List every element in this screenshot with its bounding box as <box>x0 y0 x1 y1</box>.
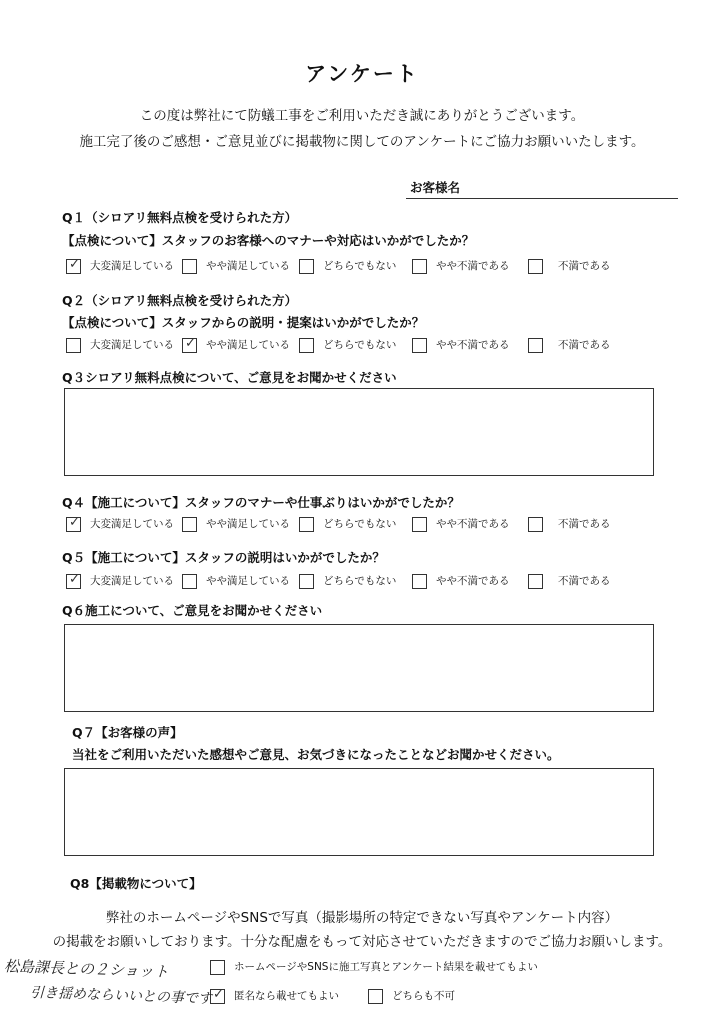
q5-title: Q５【施工について】スタッフの説明はいかがでしたか？ <box>62 550 385 565</box>
q5-checkbox-1[interactable] <box>66 574 81 589</box>
q5-checkbox-2[interactable] <box>182 574 197 589</box>
q6-title: Q６施工について、ご意見をお聞かせください <box>62 603 323 618</box>
q4-option-2-label: やや満足している <box>206 518 290 530</box>
q4-checkbox-5[interactable] <box>528 517 543 532</box>
customer-name-field[interactable] <box>406 198 678 199</box>
intro-line-1: この度は弊社にて防蟻工事をご利用いただき誠にありがとうございます。 <box>139 108 585 124</box>
q2-option-5-label: 不満である <box>558 339 611 351</box>
q4-option-1-label: 大変満足している <box>90 518 174 530</box>
page-title: アンケート <box>305 62 419 86</box>
q5-option-1-label: 大変満足している <box>90 575 174 587</box>
handwritten-note-1: 松島課長との２ショット <box>3 957 169 981</box>
q2-question: 【点検について】スタッフからの説明・提案はいかがでしたか？ <box>62 315 425 330</box>
consent-text-2: の掲載をお願いしております。十分な配慮をもって対応させていただきますのでご協力お願いします。 <box>52 934 672 950</box>
q2-checkbox-1[interactable] <box>66 338 81 353</box>
q4-option-3-label: どちらでもない <box>323 518 397 530</box>
q1-option-5-label: 不満である <box>558 260 611 272</box>
q1-option-3-label: どちらでもない <box>323 260 397 272</box>
consent-checkbox-1[interactable] <box>210 960 225 975</box>
q4-checkbox-4[interactable] <box>412 517 427 532</box>
q2-option-2-label: やや満足している <box>206 339 290 351</box>
q7-title: Q７【お客様の声】 <box>72 725 183 740</box>
q1-option-4-label: やや不満である <box>436 260 510 272</box>
q4-checkbox-2[interactable] <box>182 517 197 532</box>
consent-text-1: 弊社のホームページやSNSで写真（撮影場所の特定できない写真やアンケート内容） <box>105 910 619 926</box>
q8-title: Q8【掲載物について】 <box>70 876 202 891</box>
consent-checkbox-2[interactable] <box>210 989 225 1004</box>
q2-option-4-label: やや不満である <box>436 339 510 351</box>
intro-line-2: 施工完了後のご感想・ご意見並びに掲載物に関してのアンケートにご協力お願いいたします。 <box>79 134 645 150</box>
q2-checkbox-2[interactable] <box>182 338 197 353</box>
q2-checkbox-4[interactable] <box>412 338 427 353</box>
check-mark-icon: ✓ <box>185 336 196 351</box>
q5-option-5-label: 不満である <box>558 575 611 587</box>
check-mark-icon: ✓ <box>69 572 80 587</box>
q4-title: Q４【施工について】スタッフのマナーや仕事ぶりはいかがでしたか？ <box>62 495 460 510</box>
q5-option-4-label: やや不満である <box>436 575 510 587</box>
handwritten-note-2: 引き揺めならいいとの事です <box>29 984 213 1008</box>
consent-option-3-label: どちらも不可 <box>392 990 455 1002</box>
q1-option-2-label: やや満足している <box>206 260 290 272</box>
q1-title: Q１（シロアリ無料点検を受けられた方） <box>62 210 298 225</box>
check-mark-icon: ✓ <box>69 515 80 530</box>
q1-checkbox-2[interactable] <box>182 259 197 274</box>
q5-option-2-label: やや満足している <box>206 575 290 587</box>
consent-option-2-label: 匿名なら載せてもよい <box>234 990 339 1002</box>
q5-checkbox-4[interactable] <box>412 574 427 589</box>
q1-checkbox-1[interactable] <box>66 259 81 274</box>
q5-option-3-label: どちらでもない <box>323 575 397 587</box>
q1-checkbox-3[interactable] <box>299 259 314 274</box>
q1-question: 【点検について】スタッフのお客様へのマナーや対応はいかがでしたか？ <box>62 233 475 248</box>
q4-option-4-label: やや不満である <box>436 518 510 530</box>
q3-answer-box[interactable] <box>64 388 654 476</box>
q3-title: Q３シロアリ無料点検について、ご意見をお聞かせください <box>62 370 397 385</box>
q1-checkbox-4[interactable] <box>412 259 427 274</box>
q2-checkbox-3[interactable] <box>299 338 314 353</box>
q7-answer-box[interactable] <box>64 768 654 856</box>
q2-title: Q２（シロアリ無料点検を受けられた方） <box>62 293 298 308</box>
q2-checkbox-5[interactable] <box>528 338 543 353</box>
q1-checkbox-5[interactable] <box>528 259 543 274</box>
q1-option-1-label: 大変満足している <box>90 260 174 272</box>
q7-question: 当社をご利用いただいた感想やご意見、お気づきになったことなどお聞かせください。 <box>72 747 560 762</box>
check-mark-icon: ✓ <box>213 987 224 1002</box>
q5-checkbox-3[interactable] <box>299 574 314 589</box>
customer-name-label: お客様名 <box>410 180 461 195</box>
q5-checkbox-5[interactable] <box>528 574 543 589</box>
q2-option-1-label: 大変満足している <box>90 339 174 351</box>
q4-option-5-label: 不満である <box>558 518 611 530</box>
consent-option-1-label: ホームページやSNSに施工写真とアンケート結果を載せてもよい <box>234 961 538 973</box>
consent-checkbox-3[interactable] <box>368 989 383 1004</box>
q2-option-3-label: どちらでもない <box>323 339 397 351</box>
check-mark-icon: ✓ <box>69 257 80 272</box>
q4-checkbox-1[interactable] <box>66 517 81 532</box>
q4-checkbox-3[interactable] <box>299 517 314 532</box>
q6-answer-box[interactable] <box>64 624 654 712</box>
